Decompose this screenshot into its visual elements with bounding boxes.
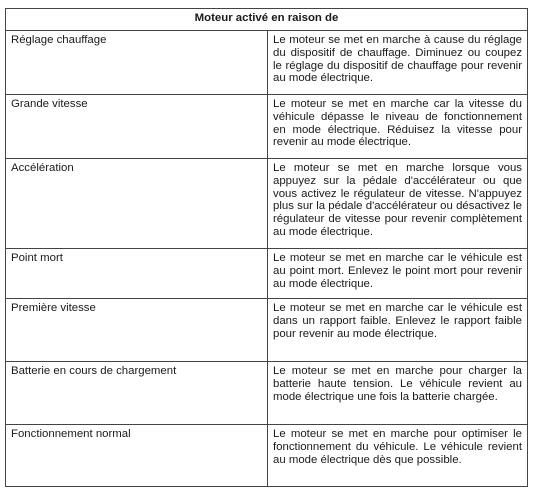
- table-header-row: [6, 9, 528, 31]
- row-label: Point mort: [6, 249, 268, 299]
- row-description: Le moteur se met en marche car le véhicule est au point mort. Enlevez le point mort pour revenir au mode électrique.: [268, 249, 528, 299]
- row-description: Le moteur se met en marche pour optimiser le fonctionnement du véhicule. Le véhicule revient au mode électrique dès que possible.: [268, 425, 528, 487]
- table-row: [6, 425, 528, 487]
- table-row: [6, 299, 528, 362]
- row-description: Le moteur se met en marche car la vitesse du véhicule dépasse le niveau de fonctionnement en mode électrique. Réduisez la vitesse pour revenir au mode électrique.: [268, 95, 528, 159]
- table-row: [6, 362, 528, 425]
- table-row: [6, 95, 528, 159]
- engine-activation-table: [5, 8, 528, 487]
- row-label: Réglage chauffage: [6, 31, 268, 95]
- table-row: [6, 159, 528, 249]
- row-label: Accélération: [6, 159, 268, 249]
- row-description: Le moteur se met en marche pour charger la batterie haute tension. Le véhicule revient au mode électrique une fois la batterie chargée.: [268, 362, 528, 425]
- row-description: Le moteur se met en marche lorsque vous appuyez sur la pédale d'accélérateur ou que vous activez le régulateur de vitesse. N'appuyez plus sur la pédale d'accélérateur ou désactivez le régulateur de vitesse pour revenir complètement au mode électrique.: [268, 159, 528, 249]
- row-label: Fonctionnement normal: [6, 425, 268, 487]
- row-description: Le moteur se met en marche à cause du réglage du dispositif de chauffage. Diminuez ou coupez le réglage du dispositif de chauffage pour revenir au mode électrique.: [268, 31, 528, 95]
- row-label: Première vitesse: [6, 299, 268, 362]
- row-label: Batterie en cours de chargement: [6, 362, 268, 425]
- table-row: [6, 249, 528, 299]
- table-row: [6, 31, 528, 95]
- table-header: Moteur activé en raison de: [6, 9, 528, 31]
- row-label: Grande vitesse: [6, 95, 268, 159]
- row-description: Le moteur se met en marche car le véhicule est dans un rapport faible. Enlevez le rapport faible pour revenir au mode électrique.: [268, 299, 528, 362]
